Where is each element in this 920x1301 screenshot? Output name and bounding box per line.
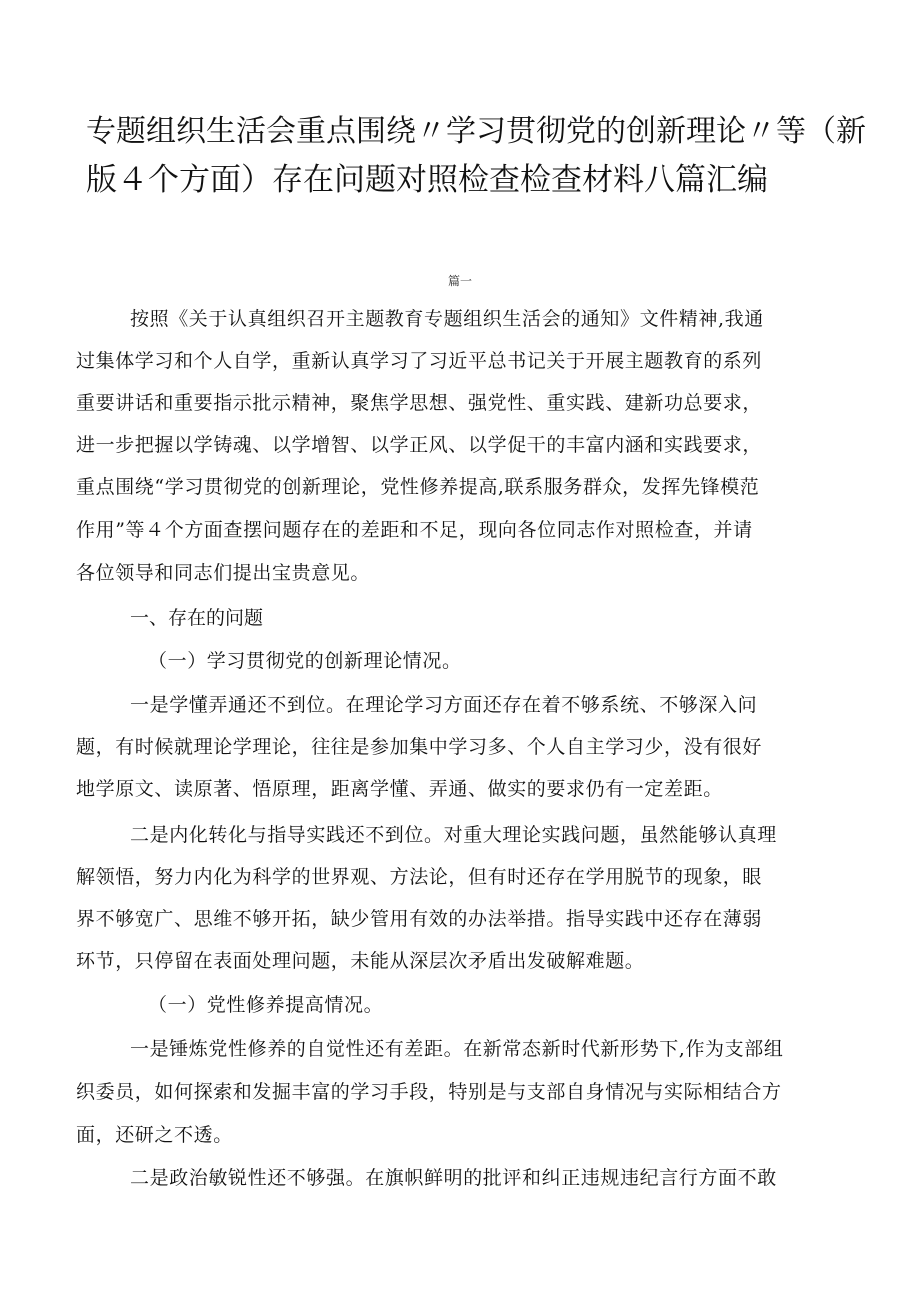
paragraph-line: 进一步把握以学铸魂、以学增智、以学正风、以学促干的丰富内涵和实践要求， (76, 434, 763, 456)
paragraph-line: 解领悟，努力内化为科学的世界观、方法论，但有时还存在学用脱节的现象，眼 (76, 866, 763, 888)
subsection-heading: （一）学习贯彻党的创新理论情况。 (148, 650, 462, 672)
paragraph-line: 作用”等４个方面查摆问题存在的差距和不足，现向各位同志作对照检查，并请 (76, 519, 753, 541)
paragraph-line: 过集体学习和个人自学，重新认真学习了习近平总书记关于开展主题教育的系列 (76, 350, 763, 372)
paragraph-line: 二是政治敏锐性还不够强。在旗帜鲜明的批评和纠正违规违纪言行方面不敢 (130, 1167, 777, 1189)
paragraph-line: 重要讲话和重要指示批示精神，聚焦学思想、强党性、重实践、建新功总要求， (76, 392, 763, 414)
paragraph-line: 按照《关于认真组织召开主题教育专题组织生活会的通知》文件精神,我通 (130, 308, 764, 330)
paragraph-line: 面，还研之不透。 (76, 1124, 233, 1146)
paragraph-line: 界不够宽广、思维不够开拓，缺少管用有效的办法举措。指导实践中还存在薄弱 (76, 908, 763, 930)
document-title (86, 108, 866, 204)
paragraph-line: 各位领导和同志们提出宝贵意见。 (76, 562, 371, 584)
paragraph-line: 重点围绕“学习贯彻党的创新理论，党性修养提高,联系服务群众，发挥先锋模范 (76, 476, 760, 498)
paragraph-line: 二是内化转化与指导实践还不到位。对重大理论实践问题，虽然能够认真理 (130, 824, 777, 846)
paragraph-line: 题，有时候就理论学理论，往往是参加集中学习多、个人自主学习少，没有很好 (76, 736, 763, 758)
paragraph-line: 地学原文、读原著、悟原理，距离学懂、弄通、做实的要求仍有一定差距。 (76, 778, 723, 800)
subsection-heading: （一）党性修养提高情况。 (148, 994, 384, 1016)
paragraph-line: 织委员，如何探索和发掘丰富的学习手段，特别是与支部自身情况与实际相结合方 (76, 1081, 782, 1103)
title-line: 版４个方面）存在问题对照检查检查材料八篇汇编 (86, 162, 768, 198)
paragraph-line: 一是锤炼党性修养的自觉性还有差距。在新常态新时代新形势下,作为支部组 (130, 1038, 784, 1060)
paragraph-line: 一是学懂弄通还不到位。在理论学习方面还存在着不够系统、不够深入问 (130, 694, 758, 716)
section-heading: 一、存在的问题 (130, 607, 264, 629)
paragraph-line: 环节，只停留在表面处理问题，未能从深层次矛盾出发破解难题。 (76, 950, 645, 972)
section-label: 篇一 (447, 274, 472, 288)
title-line: 专题组织生活会重点围绕〃学习贯彻党的创新理论〃等（新 (86, 114, 866, 149)
